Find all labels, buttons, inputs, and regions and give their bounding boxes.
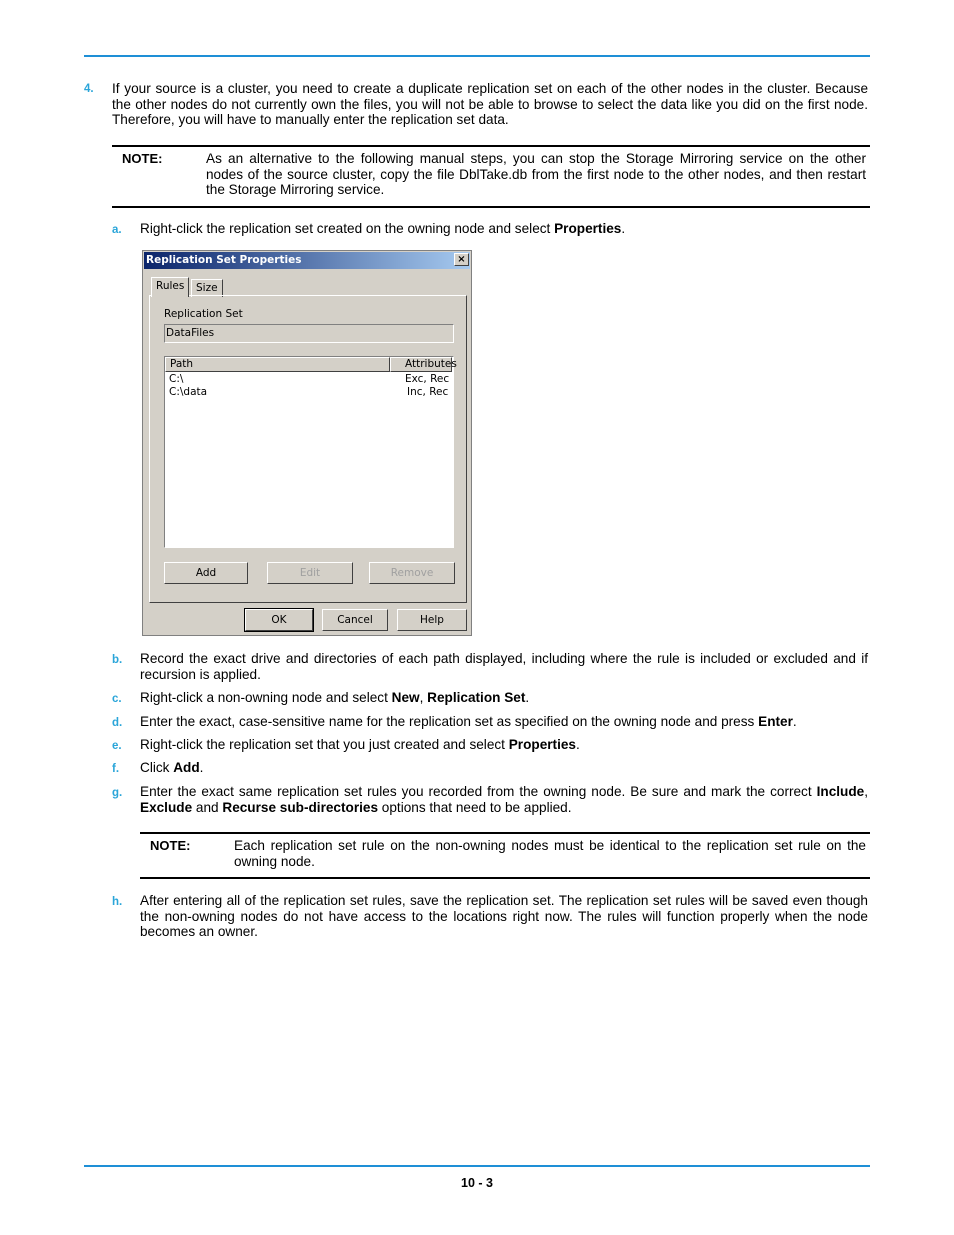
remove-button[interactable]: Remove bbox=[369, 562, 455, 584]
step-h-text: After entering all of the replication set rules, save the replication set. The replication set rules will be saved even though the non-owning nodes do not have access to the locations right now. The rules will function properly when the node becomes an owner. bbox=[140, 893, 868, 940]
step-letter: b. bbox=[112, 654, 123, 666]
row-path: C:\ bbox=[169, 373, 184, 385]
step-letter: a. bbox=[112, 224, 122, 236]
step-number: 4. bbox=[84, 83, 94, 95]
replication-set-properties-dialog bbox=[142, 250, 472, 636]
step-letter: e. bbox=[112, 740, 122, 752]
note-box bbox=[140, 832, 870, 879]
step-letter: g. bbox=[112, 787, 123, 799]
ok-button[interactable]: OK bbox=[245, 609, 313, 631]
note-text: Each replication set rule on the non-owning nodes must be identical to the replication set rule on the owning node. bbox=[234, 838, 866, 869]
replication-set-label: Replication Set bbox=[164, 308, 243, 320]
step-letter: c. bbox=[112, 693, 122, 705]
note-box bbox=[112, 145, 870, 208]
dialog-title: Replication Set Properties bbox=[144, 252, 470, 269]
tab-size[interactable]: Size bbox=[191, 279, 223, 297]
step-g-text: Enter the exact same replication set rules you recorded from the owning node. Be sure and mark the correct Include, Exclude and Recurse sub-directories options that need to be applied. bbox=[140, 784, 868, 815]
add-button[interactable]: Add bbox=[164, 562, 248, 584]
step-b-text: Record the exact drive and directories of each path displayed, including where the rule is included or excluded and if recursion is applied. bbox=[140, 651, 868, 682]
step-a-text: Right-click the replication set created on the owning node and select Properties. bbox=[140, 221, 626, 236]
row-attributes: Exc, Rec bbox=[405, 373, 450, 385]
note-text: As an alternative to the following manual steps, you can stop the Storage Mirroring service on the other nodes of the source cluster, copy the file DblTake.db from the first node to the other nodes, and then restart the Storage Mirroring service. bbox=[206, 151, 866, 198]
replication-set-value: DataFiles bbox=[166, 327, 215, 339]
edit-button[interactable]: Edit bbox=[267, 562, 353, 584]
step-d-text: Enter the exact, case-sensitive name for the replication set as specified on the owning node and press Enter. bbox=[140, 714, 797, 729]
cancel-button[interactable]: Cancel bbox=[322, 609, 388, 631]
column-path[interactable]: Path bbox=[165, 357, 390, 372]
replication-set-field[interactable] bbox=[164, 324, 454, 343]
step-f-text: Click Add. bbox=[140, 760, 204, 775]
step-letter: f. bbox=[112, 763, 120, 775]
rules-list[interactable] bbox=[164, 356, 457, 548]
help-button[interactable]: Help bbox=[397, 609, 467, 631]
note-label: NOTE: bbox=[122, 151, 163, 166]
note-label: NOTE: bbox=[150, 838, 191, 853]
step-letter: h. bbox=[112, 896, 123, 908]
page-number: 10 - 3 bbox=[461, 1176, 493, 1190]
step-4-text: If your source is a cluster, you need to create a duplicate replication set on each of the other nodes in the cluster. Because the other nodes do not currently own the files, you will not be able to browse to select the data like you did on the first node. Therefore, you will have to manually enter the replication set data. bbox=[112, 81, 868, 128]
row-path: C:\data bbox=[169, 386, 208, 398]
step-letter: d. bbox=[112, 717, 123, 729]
header-rule bbox=[84, 55, 870, 57]
step-c-text: Right-click a non-owning node and select New, Replication Set. bbox=[140, 690, 530, 705]
close-icon[interactable]: × bbox=[454, 253, 469, 266]
step-e-text: Right-click the replication set that you just created and select Properties. bbox=[140, 737, 580, 752]
rules-panel bbox=[149, 295, 467, 603]
column-attributes[interactable]: Attributes bbox=[390, 357, 452, 372]
tab-rules[interactable]: Rules bbox=[151, 277, 189, 297]
footer-rule bbox=[84, 1165, 870, 1167]
row-attributes: Inc, Rec bbox=[407, 386, 449, 398]
